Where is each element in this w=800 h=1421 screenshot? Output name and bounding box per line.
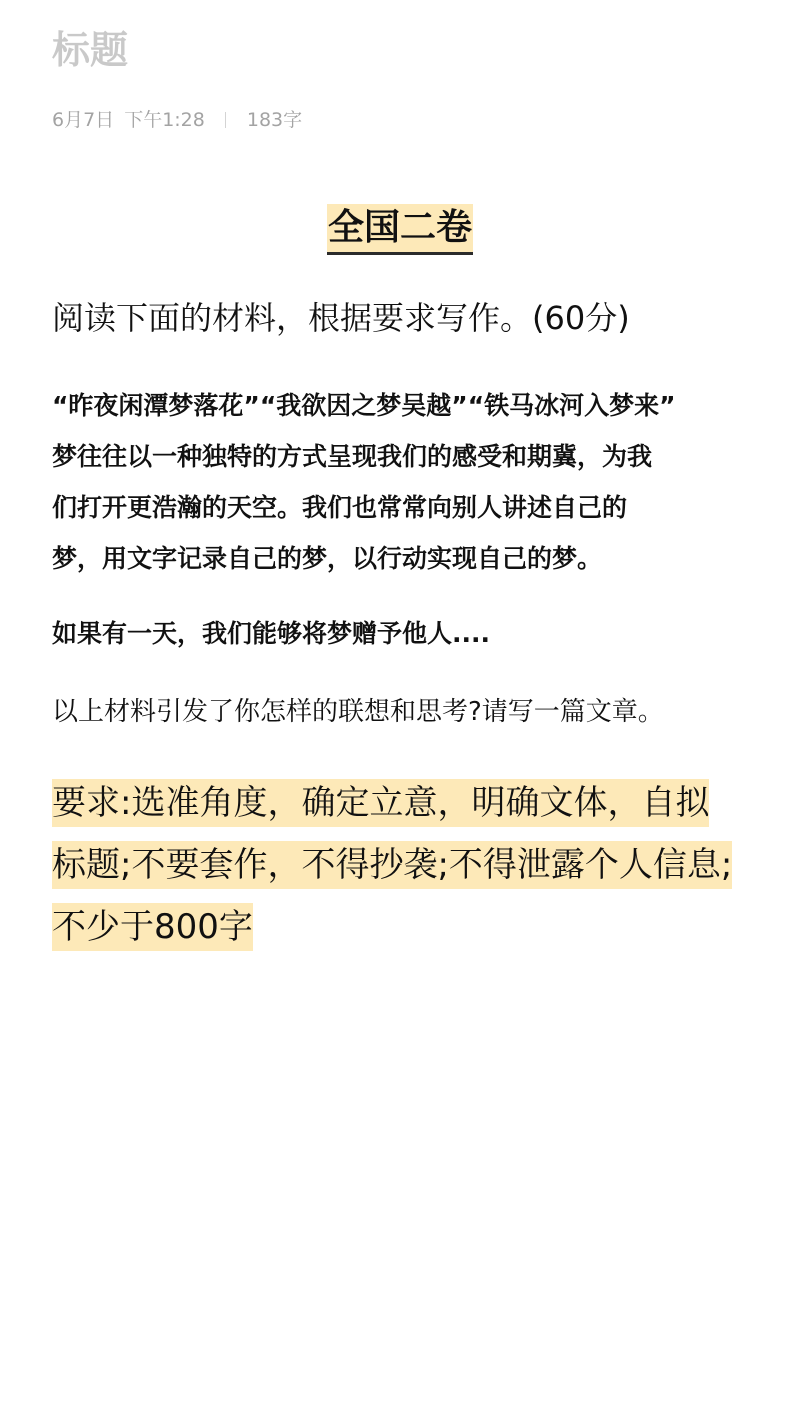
note-title-input[interactable]: 标题 (52, 28, 129, 72)
assumption-paragraph[interactable]: 如果有一天，我们能够将梦赠予他人.... (52, 619, 490, 648)
note-date: 6月7日 (52, 109, 115, 131)
requirement-paragraph[interactable] (52, 772, 752, 958)
material-line: 梦，用文字记录自己的梦，以行动实现自己的梦。 (52, 544, 603, 573)
material-line: 们打开更浩瀚的天空。我们也常常向别人讲述自己的 (52, 493, 628, 522)
note-word-count: 183字 (246, 109, 303, 131)
heading-row (0, 204, 800, 255)
requirement-line: 标题;不要套作，不得抄袭;不得泄露个人信息; (52, 841, 732, 889)
material-paragraph[interactable] (52, 380, 742, 584)
prompt-paragraph[interactable]: 阅读下面的材料，根据要求写作。(60分) (52, 299, 630, 337)
requirement-line: 不少于800字 (52, 903, 253, 951)
question-paragraph[interactable]: 以上材料引发了你怎样的联想和思考?请写一篇文章。 (52, 697, 664, 727)
meta-divider (225, 112, 226, 128)
note-heading[interactable]: 全国二卷 (327, 204, 473, 255)
note-meta (52, 106, 302, 134)
note-time: 下午1:28 (124, 109, 205, 131)
material-line: “昨夜闲潭梦落花”“我欲因之梦吴越”“铁马冰河入梦来” (52, 391, 676, 420)
requirement-line: 要求:选准角度，确定立意，明确文体，自拟 (52, 779, 709, 827)
material-line: 梦往往以一种独特的方式呈现我们的感受和期冀，为我 (52, 442, 653, 471)
